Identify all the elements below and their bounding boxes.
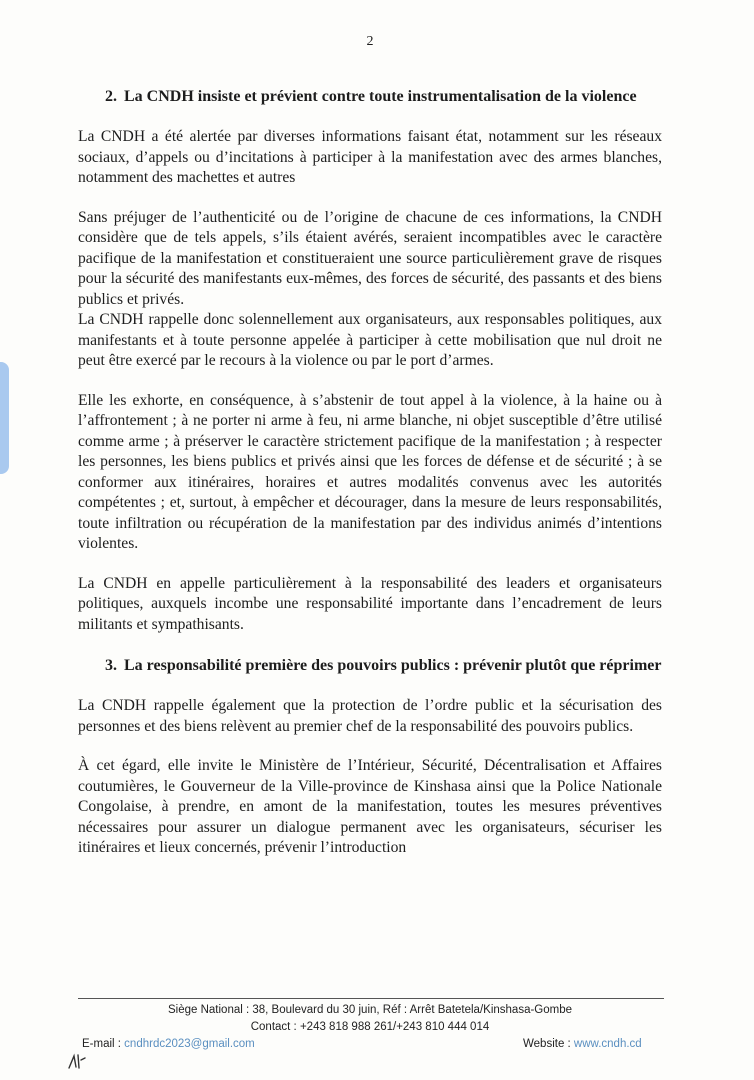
section-3-title: La responsabilité première des pouvoirs publics : prévenir plutôt que réprimer bbox=[124, 657, 662, 674]
paragraph: La CNDH rappelle donc solennellement aux organisateurs, aux responsables politiques, aux manifestants et à toute personne appelée à participer à cette mobilisation que nul droit ne peut être exercé par le recours à la violence ou par le port d’armes. bbox=[78, 311, 662, 369]
footer-email bbox=[82, 1038, 255, 1050]
section-2-number: 2. bbox=[105, 88, 117, 105]
email-link[interactable]: cndhrdc2023@gmail.com bbox=[124, 1038, 255, 1050]
paragraph: La CNDH en appelle particulièrement à la responsabilité des leaders et organisateurs politiques, auxquels incombe une responsabilité importante dans l’encadrement de leurs militants et sympathisants. bbox=[78, 574, 662, 633]
footer-address: Siège National : 38, Boulevard du 30 juin, Réf : Arrêt Batetela/Kinshasa-Gombe bbox=[167, 1004, 573, 1016]
page-number: 2 bbox=[366, 34, 374, 49]
side-tab-handle[interactable] bbox=[0, 362, 9, 474]
section-3-heading bbox=[78, 655, 662, 677]
email-label: E-mail : bbox=[82, 1038, 125, 1050]
website-link[interactable]: www.cndh.cd bbox=[573, 1038, 642, 1050]
section-3-number: 3. bbox=[105, 657, 117, 674]
paragraph: Sans préjuger de l’authenticité ou de l’origine de chacune de ces informations, la CNDH considère que de tels appels, s’ils étaient avérés, seraient incompatibles avec le caractère pacifique de la manifestation et constitueraient une source particulièrement grave de risques pour la sécurité des manifestants eux-mêmes, des forces de sécurité, des passants et des biens publics et privés. bbox=[78, 208, 662, 308]
document-body bbox=[78, 86, 662, 878]
paragraph: La CNDH rappelle également que la protection de l’ordre public et la sécurisation des personnes et des biens relèvent au premier chef de la responsabilité des pouvoirs publics. bbox=[78, 697, 662, 735]
footer-divider bbox=[78, 998, 664, 999]
handwritten-initials-icon bbox=[66, 1050, 88, 1072]
paragraph: La CNDH a été alertée par diverses informations faisant état, notamment sur les réseaux sociaux, d’appels ou d’incitations à participer à la manifestation avec des armes blanches, notamment des machettes et autres bbox=[78, 128, 662, 186]
paragraph: À cet égard, elle invite le Ministère de l’Intérieur, Sécurité, Décentralisation et Affaires coutumières, le Gouverneur de la Ville-province de Kinshasa ainsi que la Police Nationale Congolaise, à prendre, en amont de la manifestation, toutes les mesures préventives nécessaires pour assurer un dialogue permanent avec les organisateurs, sécuriser les itinéraires et lieux concernés, prévenir l’introduction bbox=[78, 757, 662, 856]
footer-website bbox=[523, 1038, 642, 1050]
paragraph: Elle les exhorte, en conséquence, à s’abstenir de tout appel à la violence, à la haine ou à l’affrontement ; à ne porter ni arme à feu, ni arme blanche, ni objet susceptible d’être utilisé comme arme ; à préserver le caractère strictement pacifique de la manifestation ; à respecter les personnes, les biens publics et privés ainsi que les forces de défense et de sécurité ; à se conformer aux itinéraires, horaires et autres modalités convenus avec les autorités compétentes ; et, surtout, à empêcher et décourager, dans la mesure de leurs responsabilités, toute infiltration ou récupération de la manifestation par des individus animés d’intentions violentes. bbox=[78, 391, 662, 552]
section-2-title: La CNDH insiste et prévient contre toute instrumentalisation de la violence bbox=[124, 88, 637, 105]
section-2-heading bbox=[78, 86, 662, 108]
footer-contact: Contact : +243 818 988 261/+243 810 444 014 bbox=[250, 1021, 490, 1033]
website-label: Website : bbox=[523, 1038, 574, 1050]
